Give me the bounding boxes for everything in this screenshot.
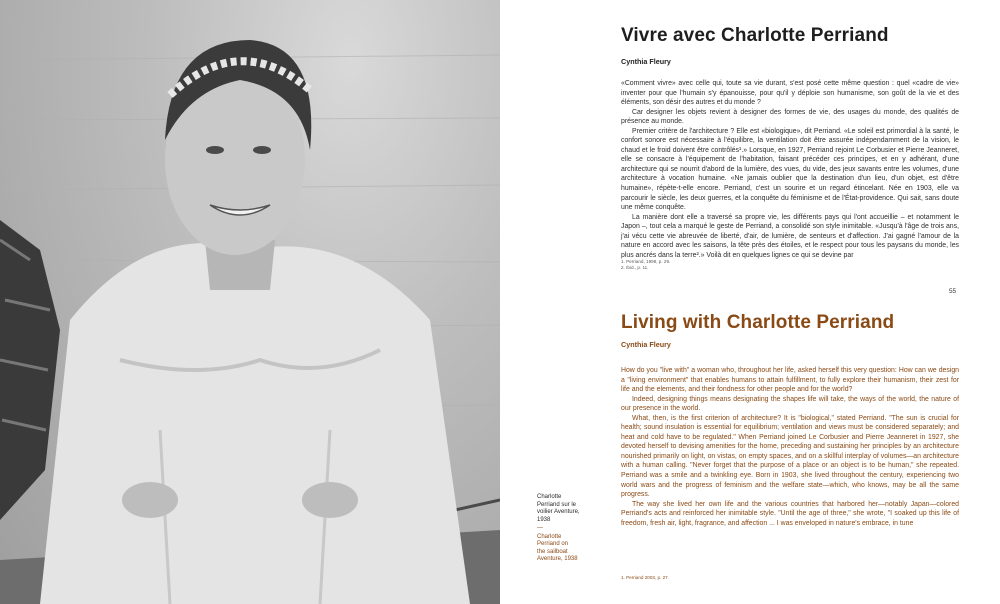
photo-caption <box>537 494 597 564</box>
english-body <box>621 366 959 528</box>
paragraph: Car designer les objets revient à designer des formes de vie, des usages du monde, des qualités de présence au monde. <box>621 108 959 126</box>
caption-english: Charlotte Perriand on the sailboat Aventure, 1938 <box>537 533 578 562</box>
english-title: Living with Charlotte Perriand <box>621 312 895 333</box>
paragraph: How do you "live with" a woman who, throughout her life, asked herself this very question: How can we design a "living environment" that enables humans to attain fulfillment, to fully explore their humanism, their zest for life and the elements, and their fondness for other people and for the world? <box>621 367 959 394</box>
french-footnotes <box>621 259 711 271</box>
french-body <box>621 79 959 260</box>
english-footnotes <box>621 575 731 581</box>
paragraph: «Comment vivre» avec celle qui, toute sa vie durant, s'est posé cette même question : quel «cadre de vie» inventer pour que l'humain s'y épanouisse, pour qu'il y déploie son humanisme, son goût de la vie et des éléments, son désir des autres et du monde ? <box>621 80 959 107</box>
paragraph: The way she lived her own life and the various countries that harbored her—notably Japan—colored Perriand's acts and reinforced her inimitable style. "Until the age of three," she wrote, "I soaked up this life of freedom, fresh air, light, fragrance, and affection ... I was enveloped in nature's embrace, in tune <box>621 500 959 527</box>
french-author: Cynthia Fleury <box>621 57 671 66</box>
caption-french: Charlotte Perriand sur le voilier Aventure, 1938 <box>537 494 580 523</box>
paragraph: Premier critère de l'architecture ? Elle est «biologique», dit Perriand. «Le soleil est primordial à la santé, le confort sonore est nécessaire à l'équilibre, la ventilation doit être assurée indépendamment de la vision, le chaud et le froid doivent être contrôlés¹.» Lorsque, en 1927, Perriand rejoint Le Corbusier et Pierre Jeanneret, elle se consacre à l'équipement de l'habitation, faisant précéder ces principes, et en y adhérant, d'une architecture qui se nourrit d'abord de la lumière, des vues, du vide, des jeux savants entre les volumes, d'une architecture à vocation humaine. «Ne jamais oublier que la destination d'un lieu, d'un objet, est d'être humaine», répète-t-elle encore. Perriand, c'est un sourire et un regard étincelant. Née en 1903, elle va parcourir le siècle, les deux guerres, et la conquête du féminisme et de l'État-providence. Qui sait, sans doute une même conquête. <box>621 127 959 212</box>
caption-divider: — <box>537 525 543 531</box>
paragraph: What, then, is the first criterion of architecture? It is "biological," stated Perriand. "The sun is crucial for health; sound insulation is essential for equilibrium; ventilation and views must be considered separately; and heat and cold have to be regulated." When Perriand joined Le Corbusier and Pierre Jeanneret in 1927, she devoted herself to devising amenities for the home, preceding and sustaining her principles by an architecture nourished primarily on light, on vistas, on empty spaces, and on a skillful interplay of volumes—an architecture with a human calling. "Never forget that the purpose of a place or an object is to be human," she repeated. Perriand was a smile and a twinkling eye. Born in 1903, she lived throughout the century, experiencing two world wars and the progress of feminism and the welfare state—which, who knows, may be all the same progress. <box>621 414 959 499</box>
french-title: Vivre avec Charlotte Perriand <box>621 25 889 46</box>
paragraph: La manière dont elle a traversé sa propre vie, les différents pays qui l'ont accueillie – et notamment le Japon –, tout cela a marqué le geste de Perriand, a consolidé son style inimitable. «Jusqu'à l'âge de trois ans, j'ai vécu cette vie abreuvée de liberté, d'air, de lumière, de senteurs et d'affection. J'ai gagné l'amour de la nature en accord avec les saisons, la tête près des étoiles, et le respect pour tous les paysans du monde, les plus ancrés dans la terre².» Voilà dit en quelques lignes ce qui se devine par <box>621 213 959 259</box>
page-number: 55 <box>949 288 957 295</box>
paragraph: Indeed, designing things means designating the shapes life will take, the ways of the world, the nature of our presence in the world. <box>621 395 959 413</box>
footnote: 1. Perriand, 1998, p. 29. <box>621 259 671 264</box>
footnote: 2. Ibid., p. 11. <box>621 265 649 270</box>
footnote: 1. Perriand 2003, p. 27. <box>621 575 670 580</box>
english-author: Cynthia Fleury <box>621 340 671 349</box>
